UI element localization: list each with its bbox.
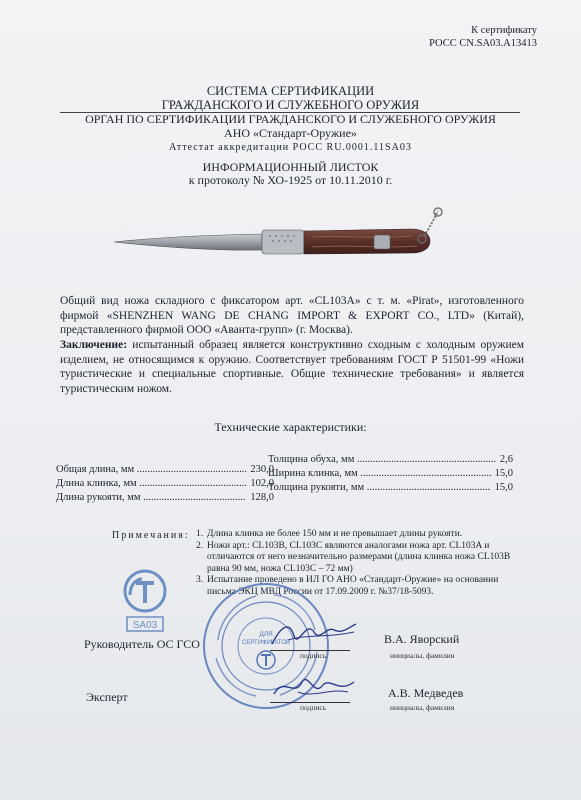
spec-row xyxy=(268,467,513,481)
spec-row xyxy=(268,453,513,467)
header-system-sub: ГРАЖДАНСКОГО И СЛУЖЕБНОГО ОРУЖИЯ xyxy=(161,98,420,112)
tech-specs-title: Технические характеристики: xyxy=(214,420,367,434)
note-item: 3. Испытание проведено в ИЛ ГО АНО «Стандарт-Оружие» на основании письма ЭКЦ МВД России от 17.09.2009 г. №37/18-5093. xyxy=(196,575,499,597)
certificate-reference: К сертификату РОСС CN.SA03.A13413 xyxy=(429,25,537,49)
conclusion xyxy=(60,338,524,396)
logo-code: SA03 xyxy=(132,620,158,631)
spec-label: Ширина клинка, мм ..... xyxy=(268,467,491,481)
notes-label: Примечания: xyxy=(112,530,190,541)
header-org: АНО «Стандарт-Оружие» xyxy=(224,126,357,140)
signatory-name-expert: А.В. Медведев xyxy=(388,686,464,700)
note-item: 2. Ножи арт.: CL103B, CL103C являются аналогами ножа арт. CL103A и отличаются от него незначительно размерами (длина клинка ножа CL103B равна 90 мм, ножа CL103C – 72 мм) xyxy=(196,540,511,574)
knife-photo xyxy=(112,205,452,270)
spec-label: Толщина обуха, мм ..... xyxy=(268,453,496,467)
note-item: 1. Длина клинка не более 150 мм и не превышает длины рукояти. xyxy=(196,529,463,539)
conclusion-text: испытанный образец является конструктивно сходным с холодным оружием изделием, не относящимся к оружию. Соответствует требованиям ГОСТ Р 51501-99 «Ножи туристические и специальные спортивные. Общие технические требования» и является туристическим ножом. xyxy=(60,339,524,395)
spec-row xyxy=(56,491,274,505)
spec-value: 2,6 xyxy=(499,454,513,465)
specs-left xyxy=(56,463,274,505)
spec-value: 230,0 xyxy=(250,464,274,475)
doc-title: ИНФОРМАЦИОННЫЙ ЛИСТОК xyxy=(202,160,379,174)
spec-label: Длина рукояти, мм ..... xyxy=(56,491,246,505)
header-authority: ОРГАН ПО СЕРТИФИКАЦИИ ГРАЖДАНСКОГО И СЛУЖЕБНОГО ОРУЖИЯ xyxy=(85,112,496,126)
signatory-role-head: Руководитель ОС ГСО xyxy=(84,637,200,651)
stamp-text-top: ДЛЯ xyxy=(259,631,273,638)
spec-label: Длина клинка, мм ..... xyxy=(56,477,246,491)
spec-row xyxy=(56,463,274,477)
product-description: Общий вид ножа складного с фиксатором арт. «CL103A» с т. м. «Pirat», изготовленного фирмой «SHENZHEN WANG DE CHANG IMPORT & EXPORT CO., LTD» (Китай), представленного фирмой ООО «Аванта-групп» (г. Москва). xyxy=(60,295,524,336)
doc-protocol: к протоколу № ХО-1925 от 10.11.2010 г. xyxy=(188,173,393,187)
header-system: СИСТЕМА СЕРТИФИКАЦИИ xyxy=(206,84,375,98)
specs-right xyxy=(268,453,513,495)
signatory-name-head: В.А. Яворский xyxy=(384,632,460,646)
spec-value: 15,0 xyxy=(494,482,513,493)
conclusion-label: Заключение: xyxy=(60,339,128,351)
spec-label: Общая длина, мм ..... xyxy=(56,463,246,477)
header-accreditation: Аттестат аккредитации РОСС RU.0001.11SA03 xyxy=(169,142,412,153)
spec-value: 102,0 xyxy=(250,478,274,489)
caption-name: инициалы, фамилия xyxy=(390,703,455,712)
stamp-text-bottom: СЕРТИФИКАТОВ xyxy=(241,640,291,646)
spec-value: 15,0 xyxy=(494,468,513,479)
spec-row xyxy=(56,477,274,491)
spec-row xyxy=(268,481,513,495)
spec-label: Толщина рукояти, мм ..... xyxy=(268,481,491,495)
caption-signature: подпись xyxy=(300,651,327,660)
certification-mark-logo xyxy=(116,565,174,635)
signatory-role-expert: Эксперт xyxy=(86,690,128,704)
signature-head xyxy=(268,614,360,654)
caption-name: инициалы, фамилия xyxy=(390,651,455,660)
caption-signature: подпись xyxy=(300,703,327,712)
spec-value: 128,0 xyxy=(250,492,274,503)
